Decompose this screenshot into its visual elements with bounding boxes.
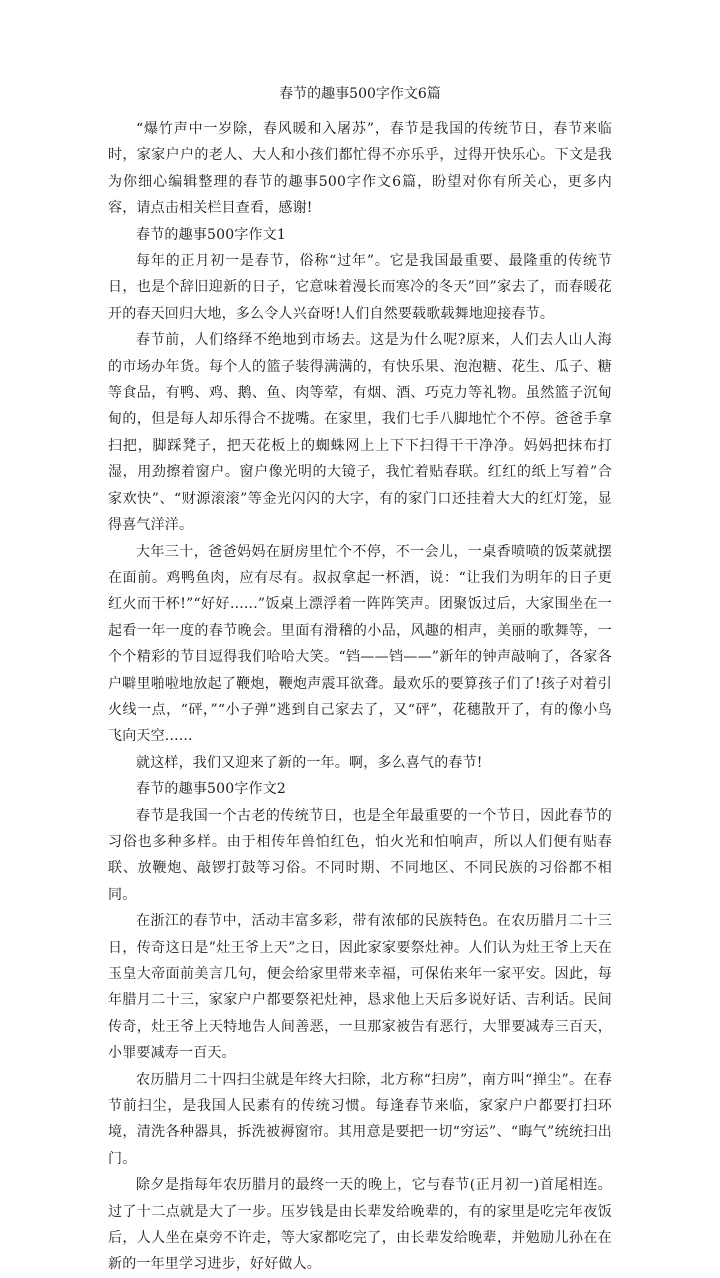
body-paragraph: 农历腊月二十四扫尘就是年终大扫除，北方称“扫房”，南方叫“掸尘”。在春节前扫尘，是我国人民素有的传统习惯。每逢春节来临，家家户户都要打扫环境，清洗各种器具，拆洗被褥窗帘。其用意是要把一切“穷运”、“晦气”统统扫出门。 [108,1071,612,1167]
body-paragraph: 除夕是指每年农历腊月的最终一天的晚上，它与春节(正月初一)首尾相连。过了十二点就是大了一步。压岁钱是由长辈发给晚辈的，有的家里是吃完年夜饭后，人人坐在桌旁不许走，等大家都吃完了，由长辈发给晚辈，并勉励儿孙在在新的一年里学习进步，好好做人。 [108,1177,612,1273]
body-paragraph: 就这样，我们又迎来了新的一年。啊，多么喜气的春节! [136,754,483,771]
body-paragraph: 春节前，人们络绎不绝地到市场去。这是为什么呢?原来，人们去人山人海的市场办年货。每个人的篮子装得满满的，有快乐果、泡泡糖、花生、瓜子、糖等食品，有鸭、鸡、鹅、鱼、肉等荤，有烟、酒、巧克力等礼物。虽然篮子沉甸甸的，但是每人却乐得合不拢嘴。在家里，我们七手八脚地忙个不停。爸爸手拿扫把，脚踩凳子，把天花板上的蜘蛛网上上下下扫得干干净净。妈妈把抹布打湿，用劲擦着窗户。窗户像光明的大镜子，我忙着贴春联。红红的纸上写着”合家欢快”、“财源滚滚”等金光闪闪的大字，有的家门口还挂着大大的红灯笼，显得喜气洋洋。 [108,332,612,534]
body-paragraph: 每年的正月初一是春节，俗称“过年”。它是我国最重要、最隆重的传统节日，也是个辞旧迎新的日子，它意味着漫长而寒冷的冬天”回”家去了，而春暖花开的春天回归大地，多么令人兴奋呀!人们自然要载歌载舞地迎接春节。 [108,253,612,322]
body-paragraph: 大年三十，爸爸妈妈在厨房里忙个不停，不一会儿，一桌香喷喷的饭菜就摆在面前。鸡鸭鱼肉，应有尽有。叔叔拿起一杯酒，说：“让我们为明年的日子更红火而干杯!”“好好......”饭桌上漂浮着一阵阵笑声。团聚饭过后，大家围坐在一起看一年一度的春节晚会。里面有滑稽的小品，风趣的相声，美丽的歌舞等，一个个精彩的节目逗得我们哈哈大笑。“铛——铛——”新年的钟声敲响了，各家各户噼里啪啦地放起了鞭炮，鞭炮声震耳欲聋。最欢乐的要算孩子们了!孩子对着引火线一点，“砰，”“小子弹”逃到自己家去了，又“砰”，花穗散开了，有的像小鸟飞向天空...... [108,543,612,745]
section-heading-2: 春节的趣事500字作文2 [136,781,287,798]
document-title: 春节的趣事500字作文6篇 [279,86,441,102]
section-heading-1: 春节的趣事500字作文1 [136,226,287,243]
document-page [108,84,612,1278]
body-paragraph: 在浙江的春节中，活动丰富多彩，带有浓郁的民族特色。在农历腊月二十三日，传奇这日是”灶王爷上天”之日，因此家家要祭灶神。人们认为灶王爷上天在玉皇大帝面前美言几句，便会给家里带来幸福，可保佑来年一家平安。因此，每年腊月二十三，家家户户都要祭祀灶神，恳求他上天后多说好话、吉利话。民间传奇，灶王爷上天特地告人间善恶，一旦那家被告有恶行，大罪要减寿三百天，小罪要减寿一百天。 [108,913,612,1062]
intro-paragraph: “爆竹声中一岁除，春风暖和入屠苏”，春节是我国的传统节日，春节来临时，家家户户的老人、大人和小孩们都忙得不亦乐乎，过得开快乐心。下文是我为你细心编辑整理的春节的趣事500字作文6篇，盼望对你有所关心，更多内容，请点击相关栏目查看，感谢! [108,121,612,217]
body-paragraph: 春节是我国一个古老的传统节日，也是全年最重要的一个节日，因此春节的习俗也多种多样。由于相传年兽怕红色，怕火光和怕响声，所以人们便有贴春联、放鞭炮、敲锣打鼓等习俗。不同时期、不同地区、不同民族的习俗都不相同。 [108,807,612,903]
